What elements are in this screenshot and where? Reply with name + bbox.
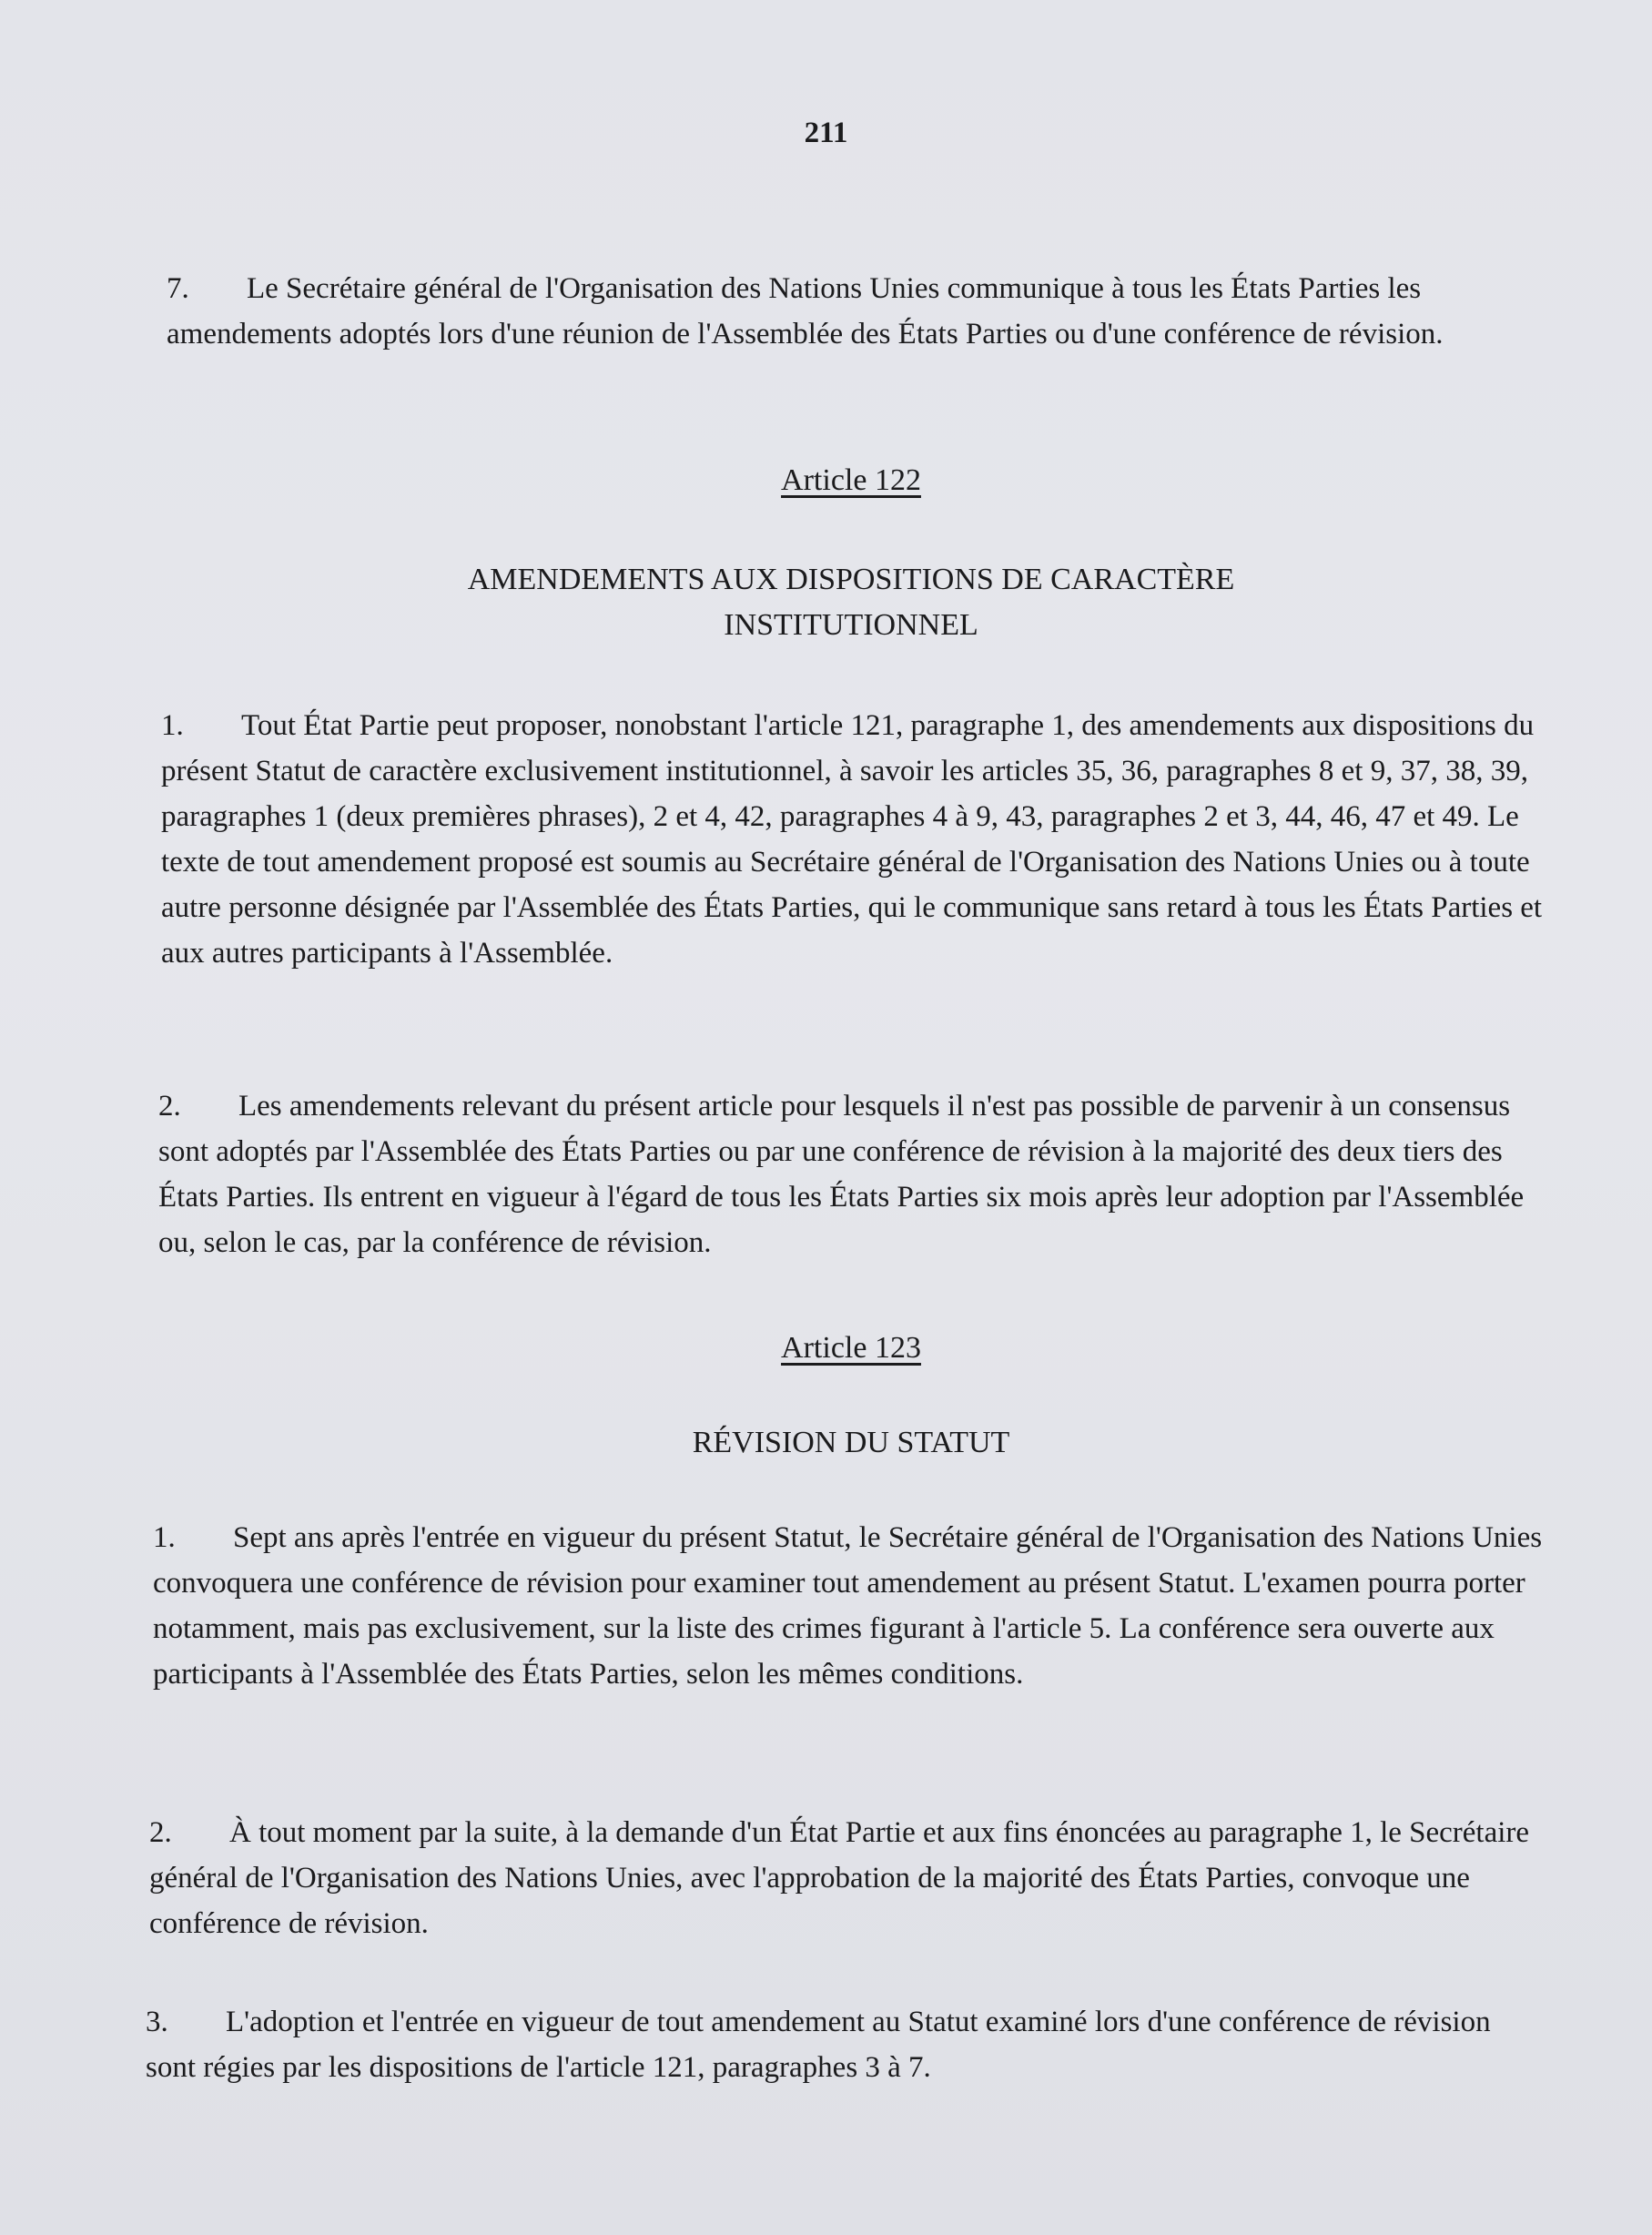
article-122-paragraph-1 — [161, 703, 1563, 976]
article-123-paragraph-3 — [146, 1999, 1547, 2090]
paragraph-number: 2. — [149, 1816, 172, 1849]
article-122-heading-line1: AMENDEMENTS AUX DISPOSITIONS DE CARACTÈRE — [467, 563, 1235, 596]
article-123-paragraph-2 — [149, 1810, 1551, 1946]
paragraph-text: Le Secrétaire général de l'Organisation des Nations Unies communique à tous les États Parties les amendements adoptés lors d'une réunion de l'Assemblée des États Parties ou d'une conférence de révision. — [167, 272, 1444, 350]
paragraph-7 — [167, 266, 1477, 357]
paragraph-number: 7. — [167, 272, 189, 305]
article-123-paragraph-1 — [153, 1515, 1564, 1697]
paragraph-text: L'adoption et l'entrée en vigueur de tout amendement au Statut examiné lors d'une conférence de révision sont régies par les dispositions de l'article 121, paragraphes 3 à 7. — [146, 2006, 1491, 2084]
paragraph-text: Tout État Partie peut proposer, nonobstant l'article 121, paragraphe 1, des amendements aux dispositions du présent Statut de caractère exclusivement institutionnel, à savoir les articles 35, 36, paragraphes 8 et 9, 37, 38, 39, paragraphes 1 (deux premières phrases), 2 et 4, 42, paragraphes 4 à 9, 43, paragraphes 2 et 3, 44, 46, 47 et 49. Le texte de tout amendement proposé est soumis au Secrétaire général de l'Organisation des Nations Unies ou à toute autre personne désignée par l'Assemblée des États Parties, qui le communique sans retard à tous les États Parties et aux autres participants à l'Assemblée. — [161, 709, 1543, 970]
article-122-paragraph-2 — [158, 1083, 1560, 1265]
paragraph-text: Sept ans après l'entrée en vigueur du présent Statut, le Secrétaire général de l'Organisation des Nations Unies convoquera une conférence de révision pour examiner tout amendement au présent Statut. L'examen pourra porter notamment, mais pas exclusivement, sur la liste des crimes figurant à l'article 5. La conférence sera ouverte aux participants à l'Assemblée des États Parties, selon les mêmes conditions. — [153, 1521, 1543, 1691]
paragraph-text: À tout moment par la suite, à la demande d'un État Partie et aux fins énoncées au paragraphe 1, le Secrétaire général de l'Organisation des Nations Unies, avec l'approbation de la majorité des États Parties, convoque une conférence de révision. — [149, 1816, 1530, 1940]
paragraph-text: Les amendements relevant du présent article pour lesquels il n'est pas possible de parvenir à un consensus sont adoptés par l'Assemblée des États Parties ou par une conférence de révision à la majorité des deux tiers des États Parties. Ils entrent en vigueur à l'égard de tous les États Parties six mois après leur adoption par l'Assemblée ou, selon le cas, par la conférence de révision. — [158, 1090, 1525, 1259]
page-number: 211 — [804, 117, 848, 149]
paragraph-number: 3. — [146, 2006, 168, 2038]
paragraph-number: 1. — [161, 709, 184, 742]
article-122-title: Article 122 — [781, 463, 921, 497]
article-123-heading: RÉVISION DU STATUT — [692, 1426, 1010, 1459]
paragraph-number: 1. — [153, 1521, 176, 1554]
paragraph-number: 2. — [158, 1090, 181, 1123]
article-122-heading-line2: INSTITUTIONNEL — [724, 608, 978, 642]
article-123-title: Article 123 — [781, 1331, 921, 1365]
